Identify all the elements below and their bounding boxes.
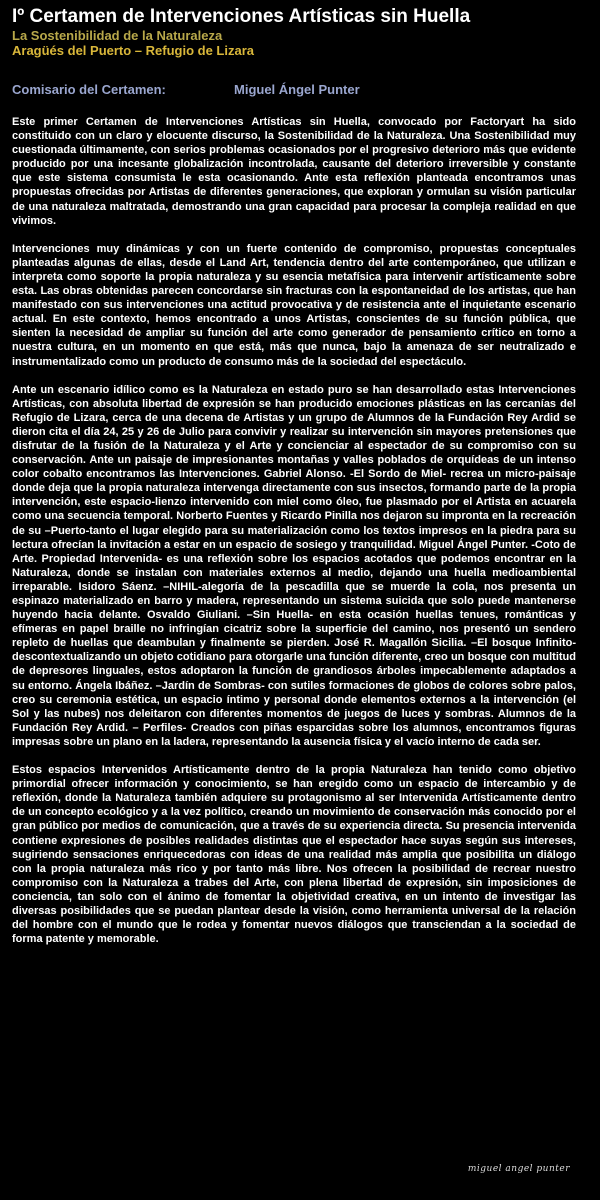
page-subtitle: La Sostenibilidad de la Naturaleza: [12, 28, 223, 43]
author-signature: miguel angel punter: [467, 1164, 570, 1174]
paragraph-2: Intervenciones muy dinámicas y con un fuerte contenido de compromiso, propuestas conceptuales planteadas algunas de ellas, desde el Land Art, tendencia dentro del arte contemporáneo, que utilizan e interpreta como soporte la propia naturaleza y su esencia metafísica para intervenir artísticamente sobre esta. Las obras obtenidas parecen concordarse sin fracturas con la espontaneidad de los artistas, que han manifestado con sus intervenciones una actitud provocativa y de resistencia ante el inquietante escenario actual. En este contexto, hemos encontrado a unos Artistas, conscientes de su función pública, que sienten la necesidad de ampliar su función del arte como generador de pensamiento crítico en torno a nuestra cultura, en un momento en que está, más que nunca, bajo la amenaza de ser neutralizado e instrumentalizado como un producto de consumo más de la sociedad del espectáculo.: [12, 242, 576, 368]
curator-label: Comisario del Certamen:: [12, 82, 166, 97]
page-title: Iº Certamen de Intervenciones Artísticas sin Huella: [12, 6, 471, 27]
article-body: [12, 115, 576, 960]
curator-name: Miguel Ángel Punter: [234, 82, 360, 97]
paragraph-1: Este primer Certamen de Intervenciones Artísticas sin Huella, convocado por Factoryart ha sido constituido con un claro y elocuente discurso, la Sostenibilidad de la Naturaleza. Una Sostenibilidad muy cuestionada últimamente, con serios problemas ocasionados por el progresivo deterioro más que evidente producido por una incesante globalización incontrolada, causante del deterioro irreversible y constante que este sistema consumista le esta ocasionando. Ante esta reflexión planteada encontramos unas propuestas ofrecidas por Artistas de diferentes generaciones, que exploran y ormulan su visión particular de una naturaleza maltratada, demostrando una gran capacidad para procesar la compleja realidad en que vivimos.: [12, 116, 576, 227]
paragraph-4: Estos espacios Intervenidos Artísticamente dentro de la propia Naturaleza han tenido como objetivo primordial ofrecer información y conocimiento, se han eregido como un espacio de intercambio y de reflexión, donde la Naturaleza también adquiere su protagonismo al ser Intervenida Artísticamente dentro de un concepto ecológico y a la vez político, creando un movimiento de conservación más conocido por el gran público por medios de comunicación, que a través de su experiencia directa. Su presencia intervenida contiene expresiones de posibles realidades distintas que el espectador hace suyas según sus intereses, sugiriendo sensaciones enriquecedoras con ideas de una realidad más amplia que posibilita un diálogo con la propia naturaleza más rico y por tanto más libre. Nos ofrecen la posibilidad de recrear nuestro compromiso con la Naturaleza a trabes del Arte, con plena libertad de expresión, sin imposiciones de conciencia, tan solo con el ánimo de fomentar la objetividad creativa, en un intento de investigar las diversas posibilidades que se puedan plantear desde la visión, como herramienta universal de la relación del hombre con el mundo que le rodea y fomentar nuevos diálogos que transciendan a la sociedad de forma patente y memorable.: [12, 764, 576, 946]
paragraph-3: Ante un escenario idílico como es la Naturaleza en estado puro se han desarrollado estas Intervenciones Artísticas, con absoluta libertad de expresión se han producido emociones plásticas en las cercanías del Refugio de Lizara, cerca de una decena de Artistas y un grupo de Alumnos de la Fundación Rey Ardid se dieron cita el día 24, 25 y 26 de Julio para convivir y realizar su intervención sin mayores pretensiones que disfrutar de la fusión de la Naturaleza y el Arte y concienciar al espectador de su compromiso con su conservación. Ante un paisaje de impresionantes montañas y valles poblados de orquídeas de un intenso color cobalto encontramos las Intervenciones. Gabriel Alonso. -El Sordo de Miel- recrea un micro-paisaje donde deja que la propia naturaleza intervenga directamente con sus insectos, formando parte de la propia intervención, este espacio-lienzo intervenido con miel como óleo, fue plasmado por el Artista en acuarela como una secuencia temporal. Norberto Fuentes y Ricardo Pinilla nos dejaron su impronta en la recreación de su –Puerto-tanto el lugar elegido para su materialización como los textos impresos en la piedra para su lectura ofrecían la invitación a estar en un espacio de sosiego y tranquilidad. Miguel Ángel Punter. -Coto de Arte. Propiedad Intervenida- es una reflexión sobre los espacios acotados que podemos encontrar en la Naturaleza, donde se instalan con materiales externos al medio, dejando una huella medioambiental irreparable. Isidoro Sáenz. –NIHIL-alegoría de la pescadilla que se muerde la cola, nos presenta un espinazo materializado en barro y madera, representando un sistema suicida que solo puede mantenerse huyendo hacia delante. Osvaldo Giuliani. –Sin Huella- en esta ocasión huellas tenues, románticas y efímeras en papel braille no infringían cicatriz sobre la superficie del camino, nos presentó un sendero repleto de huellas que deambulan y finalmente se pierden. José R. Magallón Sicilia. –El bosque Infinito- descontextualizando un objeto cotidiano para otorgarle una función diferente, creo un bosque con multitud de depresores linguales, estos adoptaron la función de grandiosos árboles impecablemente adaptados a su entorno. Ángela Ibáñez. –Jardín de Sombras- con sutiles formaciones de globos de colores sobre palos, creo su ceremonia estética, un espacio íntimo y personal donde elementos externos a la intervención (el Sol y las nubes) nos deleitaron con diferentes momentos de juegos de luces y sombras. Alumnos de la Fundación Rey Ardid. – Perfiles- Creados con piñas esparcidas sobre los alumnos, encontramos figuras impresas sobre un plano en la ladera, representando la ausencia física y el vacío interno de cada ser.: [12, 383, 576, 748]
curator-line: [12, 82, 360, 98]
page-header: [12, 6, 592, 58]
event-location: Aragüés del Puerto – Refugio de Lizara: [12, 43, 254, 58]
